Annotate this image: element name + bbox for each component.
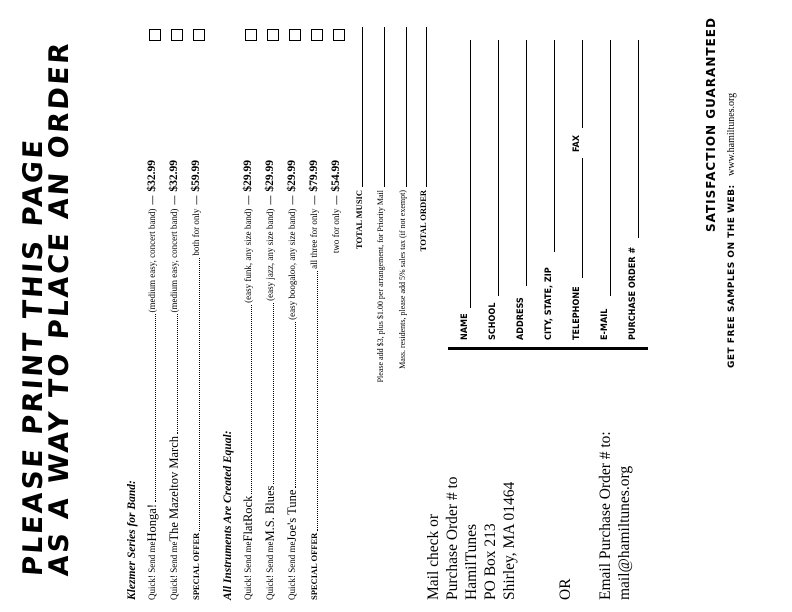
city-state-zip-field[interactable] — [554, 40, 555, 252]
email-field[interactable] — [610, 40, 611, 296]
row-dash: — — [309, 195, 319, 205]
dot-leader — [148, 315, 156, 503]
row-prefix: Quick! Send me — [287, 541, 297, 600]
mail-line-1: Mail check or — [425, 513, 442, 600]
email-line-2[interactable]: mail@hamiltunes.org — [616, 465, 633, 600]
row-desc: (medium easy, concert band) — [169, 208, 179, 313]
purchase-order-label: PURCHASE ORDER # — [628, 246, 638, 340]
city-state-zip-label: CITY, STATE, ZIP — [544, 267, 554, 340]
fax-field[interactable] — [582, 40, 583, 128]
instruments-row-1 — [242, 160, 254, 600]
checkbox-two-special[interactable] — [333, 29, 345, 41]
checkbox-ms-blues[interactable] — [267, 29, 279, 41]
row-dash: — — [243, 195, 253, 205]
web-samples — [726, 93, 737, 368]
row-price: $32.99 — [146, 160, 158, 192]
shipping-note: Please add $3, plus $1.00 per arrangement, for Priority Mail — [376, 190, 385, 383]
row-dash: — — [265, 195, 275, 205]
instruments-heading: All Instruments Are Created Equal: — [222, 430, 234, 600]
address-label: ADDRESS — [516, 297, 526, 340]
klezmer-row-special — [190, 160, 202, 600]
or-label: OR — [557, 578, 574, 600]
checkbox-joes-tune[interactable] — [289, 29, 301, 41]
checkbox-honga[interactable] — [149, 29, 161, 41]
mail-line-5: Shirley, MA 01464 — [501, 481, 518, 600]
dot-leader — [170, 315, 178, 434]
checkbox-mazeltov[interactable] — [171, 29, 183, 41]
row-price: $29.99 — [286, 160, 298, 192]
row-title: The Mazeltov March — [167, 435, 181, 542]
row-title: M.S. Blues — [263, 485, 277, 542]
row-desc: (easy boogaloo, any size band) — [287, 208, 297, 320]
row-price: $59.99 — [190, 160, 202, 192]
telephone-label: TELEPHONE — [572, 286, 582, 340]
tax-line[interactable] — [406, 27, 407, 187]
row-price: $32.99 — [168, 160, 180, 192]
instruments-row-3 — [286, 160, 298, 600]
dot-leader — [244, 305, 252, 494]
mail-line-2: Purchase Order # to — [444, 476, 461, 600]
mail-line-4: PO Box 213 — [482, 523, 499, 600]
instruments-row-2 — [264, 160, 276, 600]
title-line-1: PLEASE PRINT THIS PAGE — [18, 136, 49, 578]
total-music-label: TOTAL MUSIC — [354, 190, 364, 249]
row-prefix: Quick! Send me — [169, 541, 179, 600]
mail-instructions — [424, 476, 519, 600]
school-field[interactable] — [498, 40, 499, 296]
dot-leader — [192, 258, 200, 531]
address-field[interactable] — [526, 40, 527, 286]
samples-label: GET FREE SAMPLES ON THE WEB: — [727, 184, 737, 368]
email-line-1: Email Purchase Order # to: — [597, 431, 614, 600]
row-desc: all three for only — [309, 208, 319, 269]
row-desc: two for only — [331, 208, 341, 254]
klezmer-heading: Klezmer Series for Band: — [126, 480, 138, 600]
title-line-2: AS A WAY TO PLACE AN ORDER — [44, 39, 75, 578]
total-order-line[interactable] — [426, 27, 427, 187]
row-dash: — — [169, 195, 179, 205]
row-prefix: SPECIAL OFFER — [191, 532, 201, 600]
row-prefix: Quick! Send me — [147, 541, 157, 600]
telephone-field[interactable] — [582, 158, 583, 278]
row-price: $79.99 — [308, 160, 320, 192]
row-desc: both for only — [191, 208, 201, 256]
row-title: Honga! — [145, 504, 159, 542]
row-dash: — — [287, 195, 297, 205]
row-price: $54.99 — [330, 160, 342, 192]
total-music-line[interactable] — [362, 27, 363, 187]
row-title: Joe's Tune — [285, 489, 299, 542]
row-prefix: Quick! Send me — [243, 541, 253, 600]
form-bracket-bar — [448, 347, 648, 350]
total-order-label: TOTAL ORDER — [418, 190, 428, 252]
name-field[interactable] — [470, 40, 471, 308]
row-desc: (medium easy, concert band) — [147, 208, 157, 313]
dot-leader — [310, 271, 318, 531]
klezmer-row-1 — [146, 160, 158, 600]
row-dash: — — [331, 195, 341, 205]
instruments-row-two — [330, 160, 342, 600]
instruments-row-special — [308, 160, 320, 600]
row-price: $29.99 — [264, 160, 276, 192]
school-label: SCHOOL — [488, 302, 498, 340]
klezmer-row-2 — [168, 160, 180, 600]
row-dash: — — [147, 195, 157, 205]
mail-line-3: HamilTunes — [463, 523, 480, 600]
row-title: FlatRock — [241, 495, 255, 542]
checkbox-three-special[interactable] — [311, 29, 323, 41]
purchase-order-field[interactable] — [638, 40, 639, 238]
row-dash: — — [191, 195, 201, 205]
dot-leader — [288, 322, 296, 488]
row-price: $29.99 — [242, 160, 254, 192]
satisfaction-guaranteed: SATISFACTION GUARANTEED — [704, 17, 718, 232]
shipping-line[interactable] — [384, 27, 385, 187]
fax-label: FAX — [572, 134, 582, 152]
checkbox-flatrock[interactable] — [245, 29, 257, 41]
row-desc: (easy jazz, any size band) — [265, 208, 275, 301]
website-link[interactable]: www.hamiltunes.org — [726, 92, 737, 176]
email-instructions — [596, 431, 634, 600]
tax-note: Mass. residents, please add 5% sales tax (if not exempt) — [398, 190, 407, 369]
row-desc: (easy funk, any size band) — [243, 208, 253, 303]
email-label: E-MAIL — [600, 308, 610, 340]
row-prefix: SPECIAL OFFER — [309, 532, 319, 600]
name-label: NAME — [460, 313, 470, 340]
checkbox-klezmer-special[interactable] — [193, 29, 205, 41]
dot-leader — [266, 303, 274, 484]
row-prefix: Quick! Send me — [265, 541, 275, 600]
